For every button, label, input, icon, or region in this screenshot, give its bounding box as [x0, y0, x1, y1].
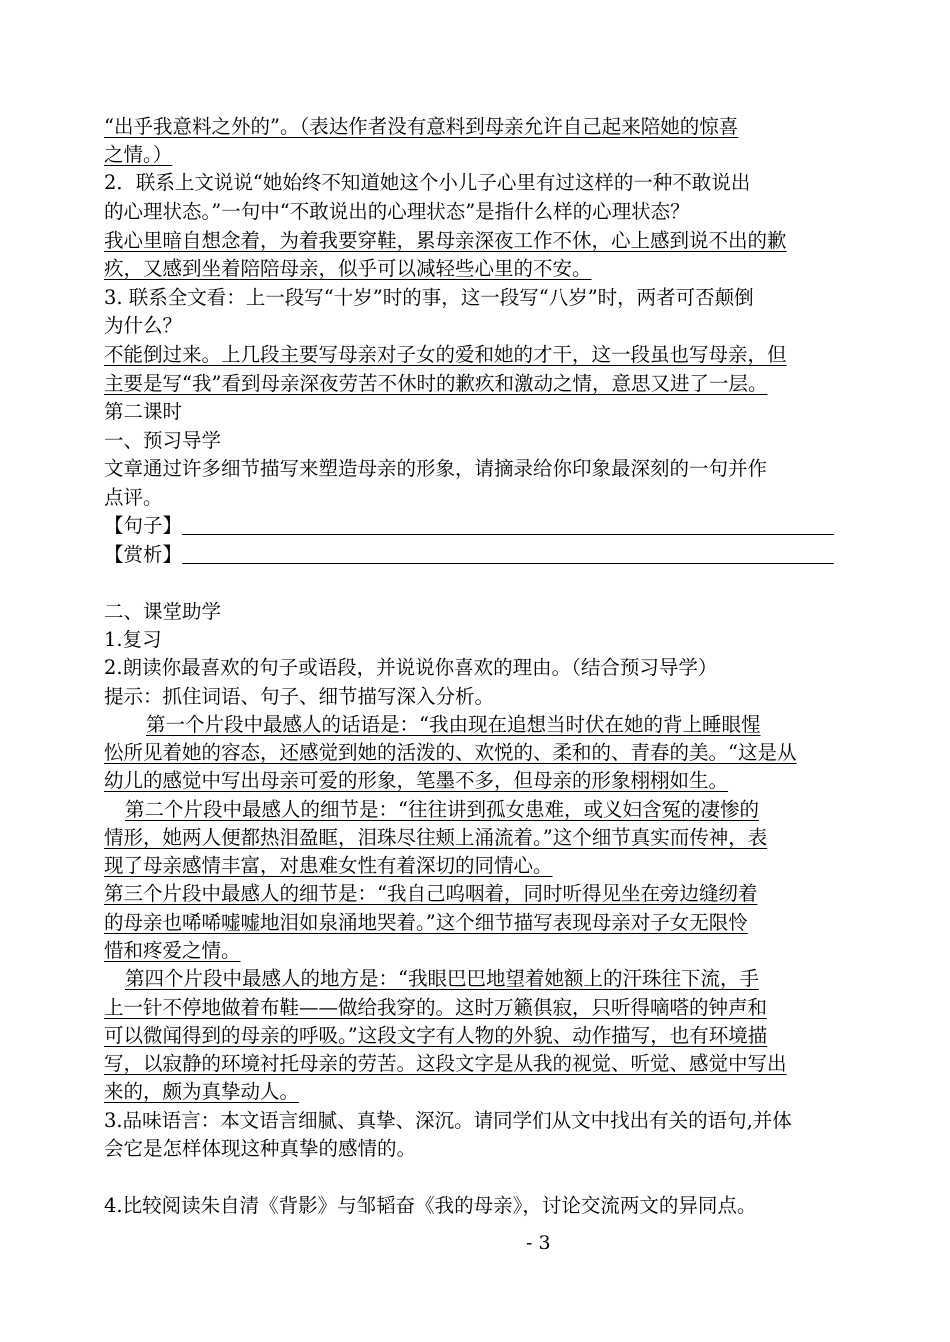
section-heading: 一、预习导学 [104, 429, 222, 452]
excerpt-4-line: 写，以寂静的环境衬托母亲的劳苦。这段文字是从我的视觉、听觉、感觉中写出 [104, 1052, 787, 1075]
answer-line: “出乎我意料之外的”。（表达作者没有意料到母亲允许自己起来陪她的惊喜 [104, 115, 739, 138]
excerpt-2-line: 现了母亲感情丰富，对患难女性有着深切的同情心。 [104, 854, 553, 877]
excerpt-2-line: 情形，她两人便都热泪盈眶，泪珠尽往颊上涌流着。”这个细节真实而传神，表 [104, 826, 768, 849]
instruction-line: 文章通过许多细节描写来塑造母亲的形象，请摘录给你印象最深刻的一句并作 [104, 457, 768, 480]
sentence-label: 【句子】 [104, 514, 183, 537]
sentence-blank [182, 514, 834, 535]
excerpt-1-line: 幼儿的感觉中写出母亲可爱的形象，笔墨不多，但母亲的形象栩栩如生。 [104, 769, 729, 792]
question-3-line: 为什么？ [104, 314, 183, 337]
excerpt-1-line: 第一个片段中最感人的话语是：“我由现在追想当时伏在她的背上睡眼惺 [146, 713, 761, 736]
page-number: - 3 [526, 1232, 551, 1254]
question-3-line: 3. 联系全文看：上一段写“十岁”时的事，这一段写“八岁”时，两者可否颠倒 [104, 286, 754, 309]
answer-line: 之情。） [104, 143, 173, 166]
excerpt-2-line: 第二个片段中最感人的细节是：“往往讲到孤女患难，或义妇含冤的凄惨的 [125, 798, 759, 821]
appreciation-field [104, 541, 834, 569]
item-line: 4.比较阅读朱自清《背影》与邹韬奋《我的母亲》，讨论交流两文的异同点。 [104, 1194, 757, 1217]
instruction-line: 点评。 [104, 486, 163, 509]
appreciation-blank [182, 543, 834, 564]
section-heading: 第二课时 [104, 400, 183, 423]
excerpt-3-line: 第三个片段中最感人的细节是：“我自己呜咽着，同时听得见坐在旁边缝纫着 [104, 882, 758, 905]
answer-3-line: 主要是写“我”看到母亲深夜劳苦不休时的歉疚和激动之情，意思又进了一层。 [104, 372, 768, 395]
item-line: 会它是怎样体现这种真挚的感情的。 [104, 1137, 417, 1160]
item-line: 2.朗读你最喜欢的句子或语段，并说说你喜欢的理由。（结合预习导学） [104, 656, 718, 679]
appreciation-label: 【赏析】 [104, 543, 183, 566]
item-line: 1.复习 [104, 628, 162, 651]
excerpt-4-line: 上一针不停地做着布鞋——做给我穿的。这时万籁俱寂，只听得嘀嗒的钟声和 [104, 996, 768, 1019]
hint-line: 提示：抓住词语、句子、细节描写深入分析。 [104, 685, 495, 708]
excerpt-4-line: 第四个片段中最感人的地方是：“我眼巴巴地望着她额上的汗珠往下流，手 [125, 967, 759, 990]
excerpt-1-line: 忪所见着她的容态，还感觉到她的活泼的、欢悦的、柔和的、青春的美。“这是从 [104, 741, 797, 764]
sentence-field [104, 512, 834, 540]
question-2-line: 的心理状态。”一句中“不敢说出的心理状态”是指什么样的心理状态？ [104, 200, 690, 223]
question-2-line: 2．联系上文说说“她始终不知道她这个小儿子心里有过这样的一种不敢说出 [104, 171, 751, 194]
excerpt-4-line: 可以微闻得到的母亲的呼吸。”这段文字有人物的外貌、动作描写，也有环境描 [104, 1024, 768, 1047]
excerpt-3-line: 惜和疼爱之情。 [104, 939, 241, 962]
excerpt-3-line: 的母亲也唏唏嘘嘘地泪如泉涌地哭着。”这个细节描写表现母亲对子女无限怜 [104, 911, 748, 934]
item-line: 3.品味语言：本文语言细腻、真挚、深沉。请同学们从文中找出有关的语句,并体 [104, 1109, 792, 1132]
excerpt-4-line: 来的，颇为真挚动人。 [104, 1080, 300, 1103]
section-heading: 二、课堂助学 [104, 600, 222, 623]
answer-2-line: 我心里暗自想念着，为着我要穿鞋，累母亲深夜工作不休，心上感到说不出的歉 [104, 229, 787, 252]
answer-2-line: 疚，又感到坐着陪陪母亲，似乎可以减轻些心里的不安。 [104, 257, 592, 280]
answer-3-line: 不能倒过来。上几段主要写母亲对子女的爱和她的才干，这一段虽也写母亲，但 [104, 343, 787, 366]
